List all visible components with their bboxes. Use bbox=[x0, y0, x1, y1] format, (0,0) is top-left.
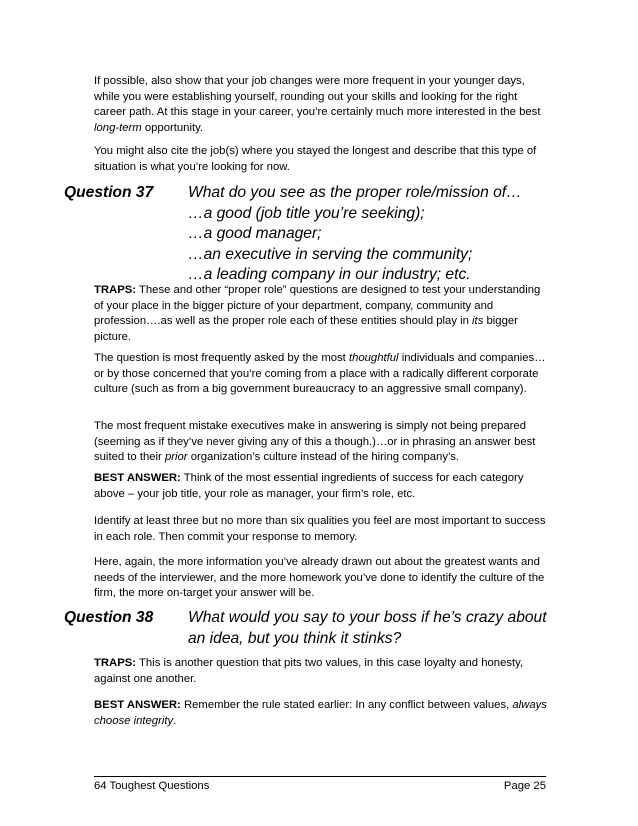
q38-traps-text: This is another question that pits two values, in this case loyalty and honesty, against one another. bbox=[94, 657, 524, 685]
q37-p2-text: The question is most frequently asked by the most bbox=[94, 352, 349, 364]
q37-paragraph-3 bbox=[94, 419, 552, 466]
intro-paragraph-2: You might also cite the job(s) where you stayed the longest and describe that this type of situation is what you’re looking for now. bbox=[94, 145, 537, 173]
intro-p1-text-end: opportunity. bbox=[141, 121, 204, 134]
question-37-text bbox=[188, 183, 558, 286]
question-37-line-4: …an executive in serving the community; bbox=[188, 245, 473, 263]
q37-best-answer-paragraph bbox=[94, 471, 552, 502]
footer-divider bbox=[94, 776, 546, 777]
intro-paragraph-1 bbox=[94, 74, 552, 136]
question-37-line-1: What do you see as the proper role/mission of… bbox=[188, 184, 522, 201]
q38-best-answer-end: . bbox=[173, 714, 177, 727]
question-38-number: Question 38 bbox=[64, 609, 154, 626]
q37-p2-emphasis: thoughtful bbox=[348, 352, 399, 364]
question-37-line-2: …a good (job title you’re seeking); bbox=[188, 204, 425, 222]
traps-label: TRAPS: bbox=[94, 657, 137, 669]
q38-traps-paragraph bbox=[94, 656, 552, 687]
q37-p2-text-end: individuals and companies…or by those concerned that you’re coming from a place with a radically different corporate culture (such as from a big government bureaucracy to an aggressive small company). bbox=[94, 352, 546, 396]
q37-paragraph-6: Here, again, the more information you’ve already drawn out about the greatest wants and needs of the interviewer, and the more homework you’ve done to identify the culture of the firm, the more on-target your answer will be. bbox=[94, 556, 545, 600]
traps-label: TRAPS: bbox=[94, 284, 137, 296]
best-answer-label: BEST ANSWER: bbox=[94, 472, 181, 484]
footer-page-number: Page 25 bbox=[503, 780, 546, 792]
q37-p3-text-end: organization’s culture instead of the hiring company’s. bbox=[187, 451, 460, 464]
q37-p3-emphasis: prior bbox=[164, 451, 188, 464]
q37-traps-paragraph bbox=[94, 283, 552, 345]
q37-traps-text-end: bigger picture. bbox=[94, 315, 518, 343]
q37-paragraph-5: Identify at least three but no more than six qualities you feel are most important to success in each role. Then commit your response to memory. bbox=[94, 515, 546, 543]
q37-p3-text: The most frequent mistake executives make in answering is simply not being prepared (seeming as if they’ve never giving any of this a though.)…or in phrasing an answer best suited to their bbox=[94, 420, 536, 464]
intro-p1-text: If possible, also show that your job changes were more frequent in your younger days, while you were establishing yourself, rounding out your skills and looking for the right career path. At this stage in your career, you’re certainly much more interested in the best bbox=[94, 75, 541, 119]
q38-best-answer-text: Remember the rule stated earlier: In any conflict between values, bbox=[180, 699, 513, 711]
best-answer-label: BEST ANSWER: bbox=[94, 699, 181, 711]
q37-traps-emphasis: its bbox=[472, 315, 484, 328]
q37-best-answer-text: Think of the most essential ingredients of success for each category above – your job title, your role as manager, your firm’s role, etc. bbox=[94, 472, 524, 500]
intro-p1-emphasis: long-term bbox=[94, 121, 142, 134]
question-37-line-5: …a leading company in our industry; etc. bbox=[188, 266, 471, 283]
q38-best-answer-emphasis: always choose integrity bbox=[94, 699, 547, 727]
q37-traps-text: These and other “proper role” questions are designed to test your understanding of your place in the bigger picture of your department, company, community and profession….as well as the proper role each of these entities should play in bbox=[94, 284, 541, 328]
question-37-number: Question 37 bbox=[64, 184, 154, 201]
footer-book-title: 64 Toughest Questions bbox=[94, 780, 210, 792]
question-37-line-3: …a good manager; bbox=[188, 225, 322, 242]
q38-best-answer-paragraph bbox=[94, 698, 552, 729]
q37-paragraph-2 bbox=[94, 351, 552, 398]
question-38-text: What would you say to your boss if he’s crazy about an idea, but you think it stinks? bbox=[188, 609, 547, 647]
